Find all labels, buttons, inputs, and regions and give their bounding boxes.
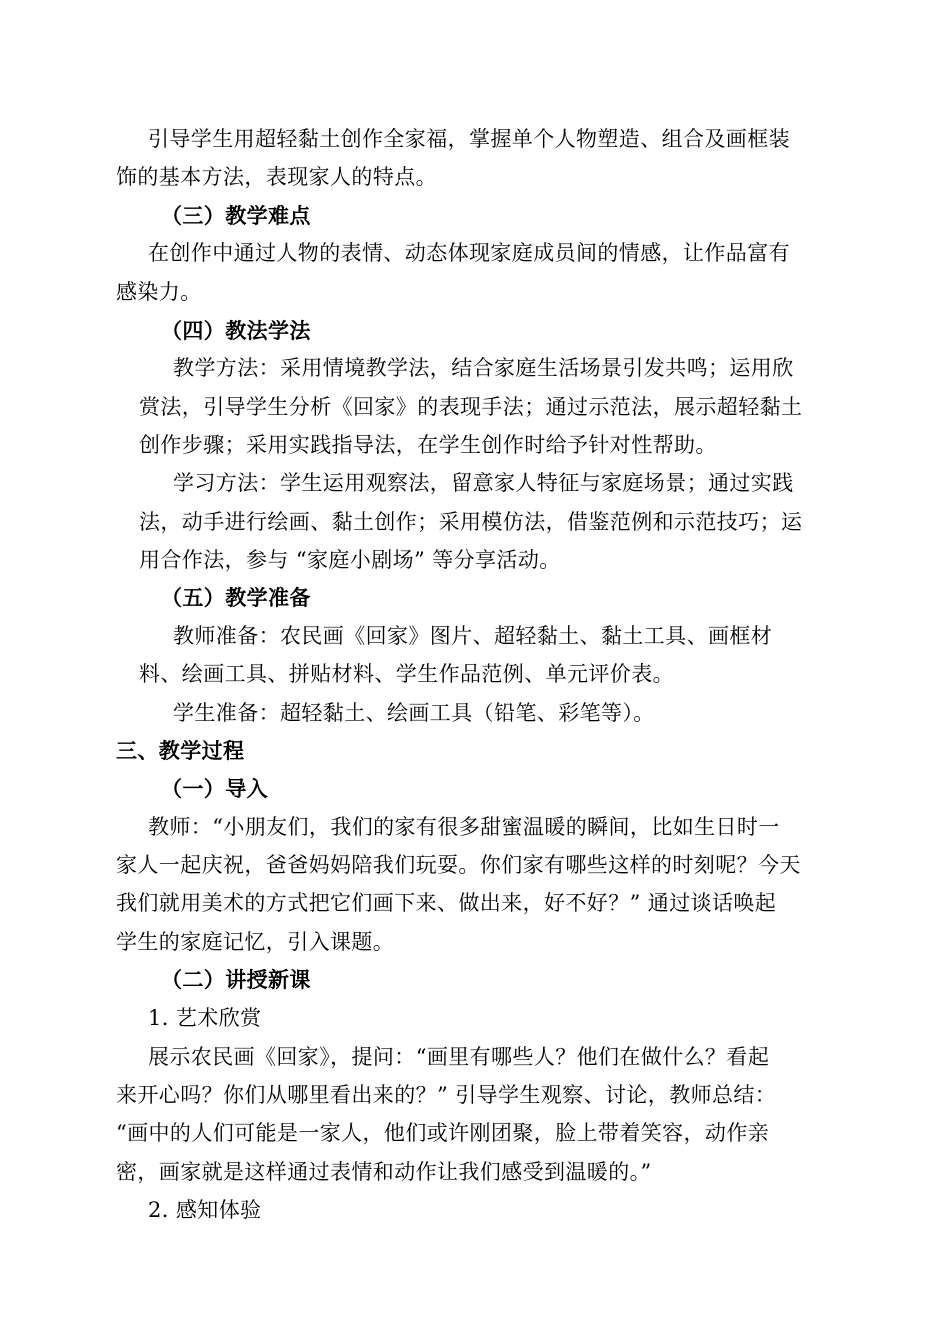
paragraph-line: 来开心吗？你们从哪里看出来的？” 引导学生观察、讨论，教师总结： [116, 1083, 777, 1107]
paragraph-line: “画中的人们可能是一家人，他们或许刚团聚，脸上带着笑容，动作亲 [116, 1121, 770, 1145]
paragraph-line: 赏法，引导学生分析《回家》的表现手法；通过示范法，展示超轻黏土 [139, 395, 803, 419]
paragraph-line: 教师准备：农民画《回家》图片、超轻黏土、黏土工具、画框材 [173, 624, 773, 648]
section-heading: （三）教学难点 [161, 203, 311, 228]
section-heading: （一）导入 [161, 776, 268, 801]
paragraph-line: 家人一起庆祝，爸爸妈妈陪我们玩耍。你们家有哪些这样的时刻呢？今天 [116, 853, 801, 877]
section-heading: （五）教学准备 [161, 585, 311, 610]
paragraph-line: 展示农民画《回家》，提问：“画里有哪些人？他们在做什么？看起 [148, 1045, 770, 1069]
paragraph-line: 创作步骤；采用实践指导法，在学生创作时给予针对性帮助。 [139, 433, 717, 457]
paragraph-line: 学生准备：超轻黏土、绘画工具（铅笔、彩笔等）。 [173, 701, 655, 725]
subsection-heading: 2. 感知体验 [148, 1198, 262, 1222]
section-heading: （二）讲授新课 [161, 967, 311, 992]
paragraph-line: 饰的基本方法，表现家人的特点。 [116, 165, 437, 189]
paragraph-line: 教师：“小朋友们，我们的家有很多甜蜜温暖的瞬间，比如生日时一 [148, 815, 780, 839]
paragraph-line: 引导学生用超轻黏土创作全家福，掌握单个人物塑造、组合及画框装 [148, 127, 790, 151]
paragraph-line: 教学方法：采用情境教学法，结合家庭生活场景引发共鸣；运用欣 [173, 356, 794, 380]
paragraph-line: 法，动手进行绘画、黏土创作；采用模仿法，借鉴范例和示范技巧；运 [139, 510, 803, 534]
paragraph-line: 密，画家就是这样通过表情和动作让我们感受到温暖的。” [116, 1160, 652, 1184]
paragraph-line: 我们就用美术的方式把它们画下来、做出来，好不好？” 通过谈话唤起 [116, 891, 777, 915]
paragraph-line: 用合作法，参与 “家庭小剧场” 等分享活动。 [139, 548, 561, 572]
subsection-heading: 1. 艺术欣赏 [148, 1006, 262, 1030]
paragraph-line: 料、绘画工具、拼贴材料、学生作品范例、单元评价表。 [139, 662, 674, 686]
paragraph-line: 学生的家庭记忆，引入课题。 [116, 930, 395, 954]
chapter-heading: 三、教学过程 [116, 738, 245, 763]
section-heading: （四）教法学法 [161, 318, 311, 343]
paragraph-line: 在创作中通过人物的表情、动态体现家庭成员间的情感，让作品富有 [148, 241, 790, 265]
paragraph-line: 学习方法：学生运用观察法，留意家人特征与家庭场景；通过实践 [173, 471, 794, 495]
paragraph-line: 感染力。 [116, 280, 202, 304]
